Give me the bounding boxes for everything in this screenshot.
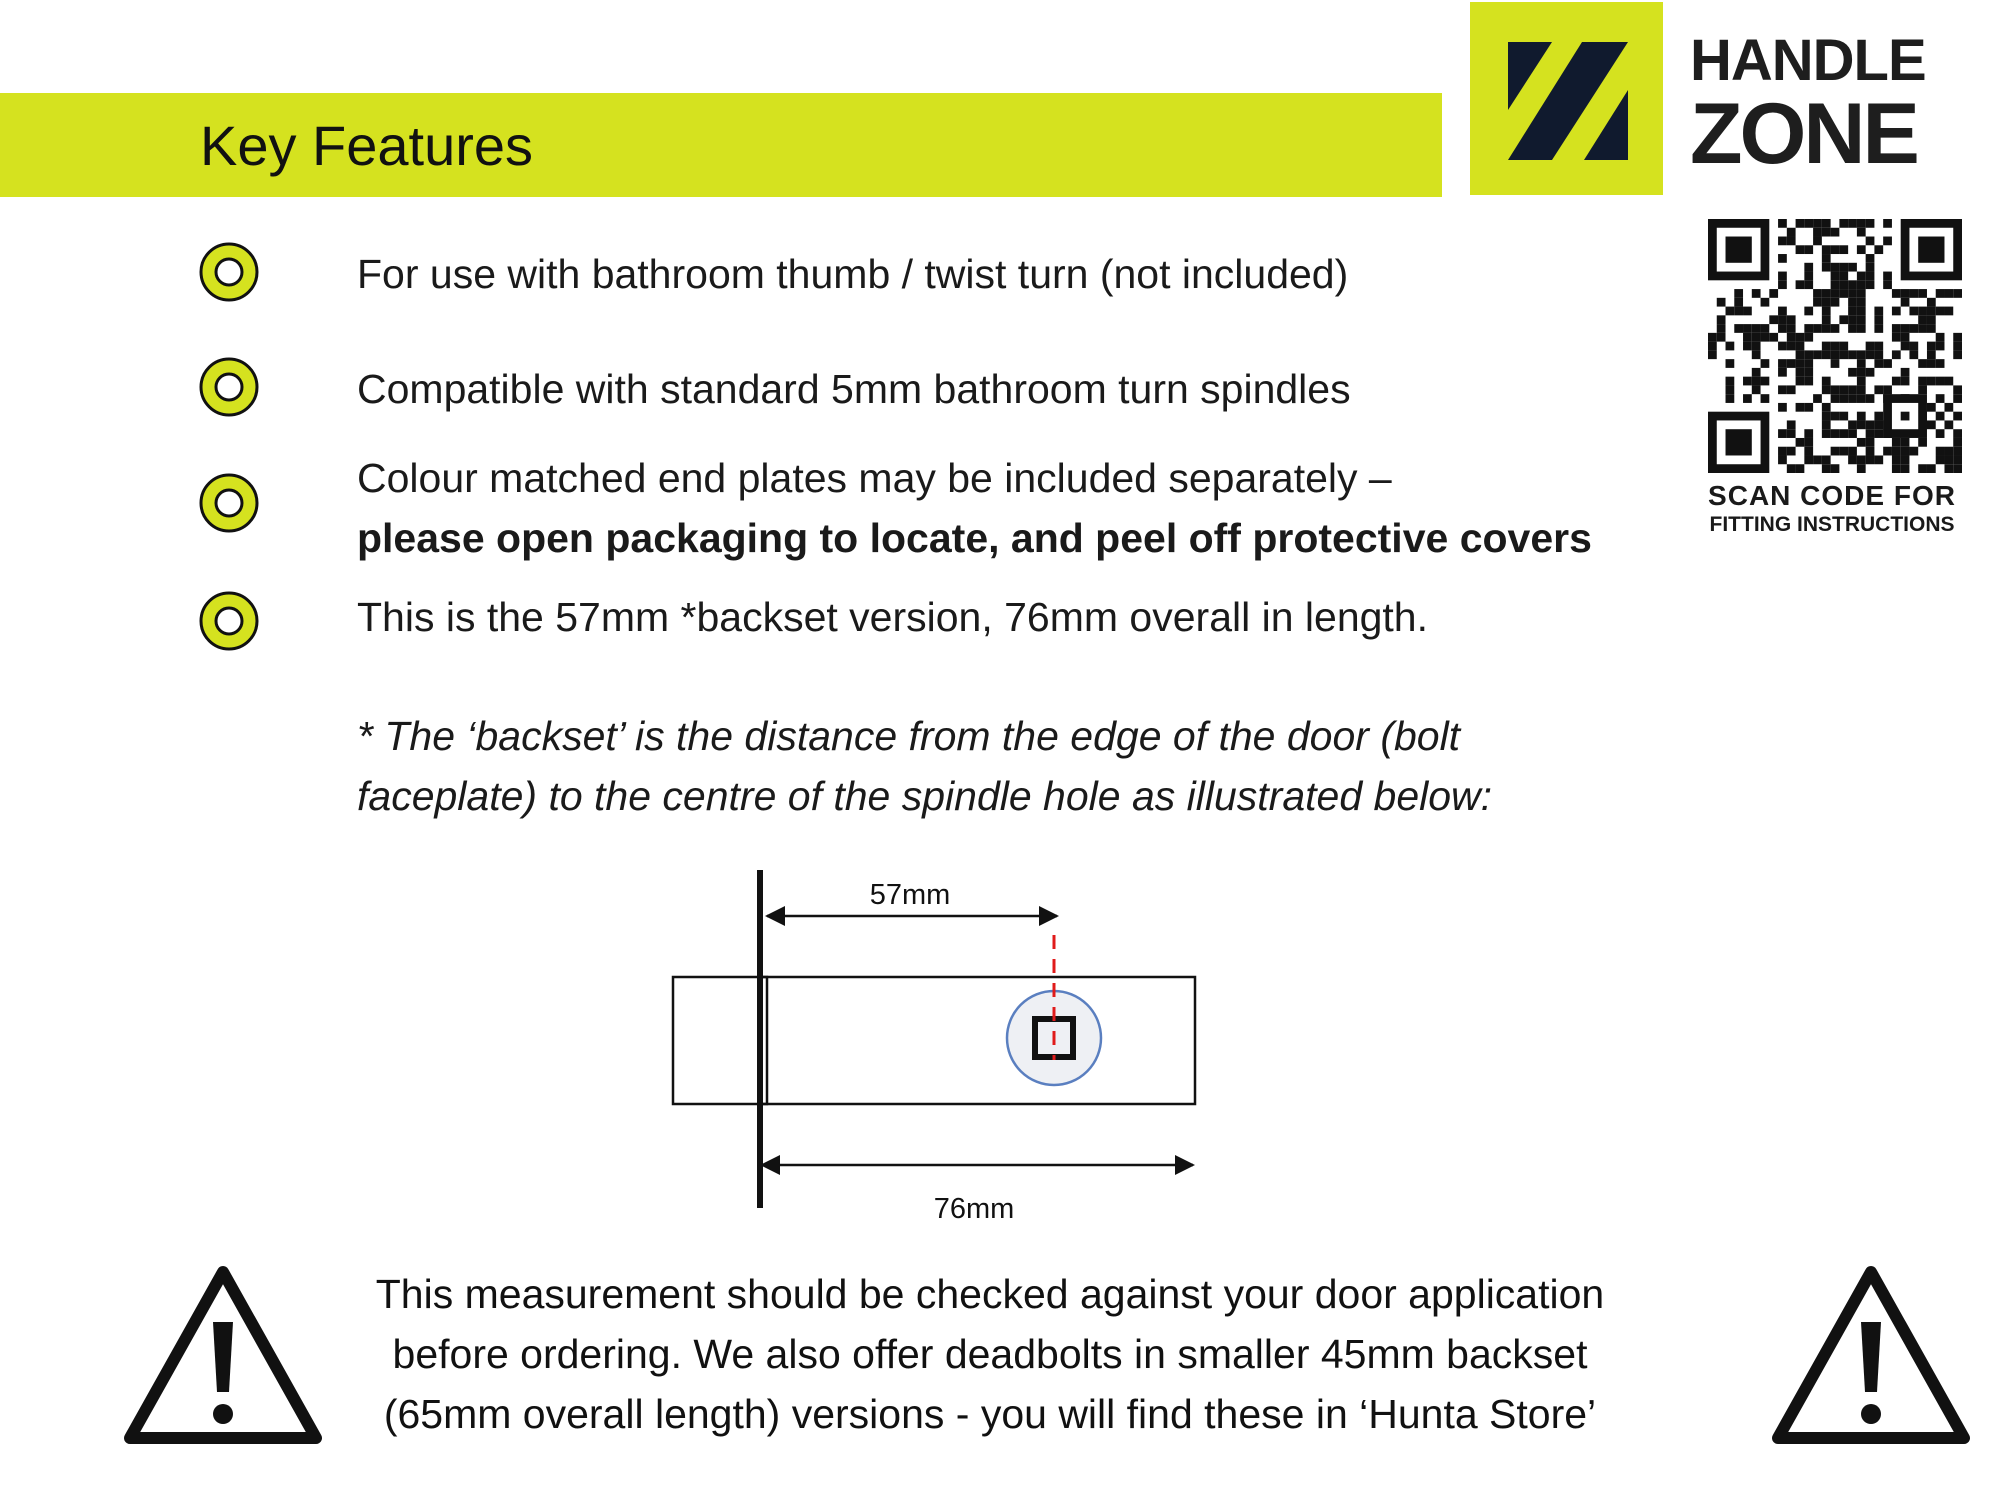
backset-diagram (660, 860, 1220, 1230)
note-line-2: faceplate) to the centre of the spindle hole as illustrated below: (357, 773, 1493, 819)
brand-logo-text (1690, 28, 1926, 182)
bullet-icon (198, 356, 260, 418)
logo-line-1: HANDLE (1690, 28, 1926, 93)
warning-message (370, 1264, 1610, 1444)
feature-item-3-text: Colour matched end plates may be included separately – (357, 455, 1392, 501)
warning-line-3: (65mm overall length) versions - you will find these in ‘Hunta Store’ (383, 1391, 1597, 1437)
bolt-face-box (673, 977, 767, 1104)
length-dimension-label: 76mm (933, 1193, 1015, 1225)
scan-line-1: SCAN CODE FOR (1708, 480, 1956, 511)
bullet-icon (198, 241, 260, 303)
warning-line-2: before ordering. We also offer deadbolts in smaller 45mm backset (392, 1331, 1588, 1377)
scan-instructions (1692, 480, 1972, 538)
warning-icon (120, 1262, 326, 1448)
warning-icon (1768, 1262, 1974, 1448)
page-title: Key Features (200, 114, 534, 177)
note-line-1: * The ‘backset’ is the distance from the edge of the door (bolt (357, 713, 1461, 759)
qr-code-icon[interactable] (1708, 219, 1962, 473)
feature-item-4: This is the 57mm *backset version, 76mm overall in length. (357, 594, 1429, 640)
feature-item-3 (357, 448, 1592, 568)
bolt-body (760, 977, 1195, 1104)
bullet-icon (198, 472, 260, 534)
bullet-icon (198, 590, 260, 652)
scan-line-2: FITTING INSTRUCTIONS (1709, 513, 1955, 536)
backset-dimension-label: 57mm (869, 879, 951, 911)
feature-item-3-bold: please open packaging to locate, and peel off protective covers (357, 515, 1592, 561)
warning-line-1: This measurement should be checked against your door application (375, 1271, 1605, 1317)
feature-item-2: Compatible with standard 5mm bathroom turn spindles (357, 366, 1351, 412)
backset-note (357, 706, 1492, 826)
feature-item-1: For use with bathroom thumb / twist turn (not included) (357, 251, 1349, 297)
logo-line-2: ZONE (1690, 86, 1917, 182)
handle-zone-logo-icon (1470, 2, 1663, 195)
